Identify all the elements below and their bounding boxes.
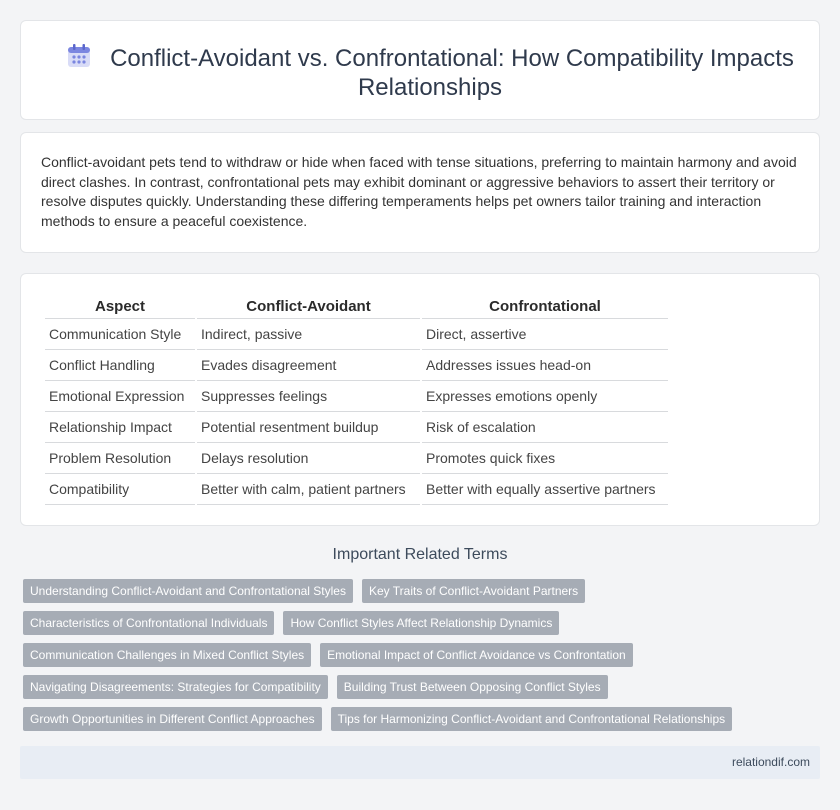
- aspect-cell: Emotional Expression: [45, 381, 195, 412]
- confrontational-cell: Better with equally assertive partners: [422, 474, 668, 505]
- aspect-cell: Communication Style: [45, 319, 195, 350]
- related-terms-heading: Important Related Terms: [332, 546, 508, 563]
- confrontational-cell: Promotes quick fixes: [422, 443, 668, 474]
- aspect-cell: Conflict Handling: [45, 350, 195, 381]
- table-row: [45, 319, 668, 350]
- intro-paragraph: Conflict-avoidant pets tend to withdraw or hide when faced with tense situations, preferring to maintain harmony and avoid direct clashes. In contrast, confrontational pets may exhibit dominant or aggressive behaviors to assert their territory or resolve disputes quickly. Understanding these differing temperaments helps pet owners tailor training and interaction methods to ensure a peaceful coexistence.: [41, 154, 797, 229]
- footer-site-link[interactable]: relationdif.com: [731, 755, 810, 769]
- table-header-row: [45, 294, 668, 319]
- confrontational-cell: Addresses issues head-on: [422, 350, 668, 381]
- header-confrontational: Confrontational: [422, 294, 668, 319]
- comparison-card: [20, 273, 820, 526]
- confrontational-cell: Expresses emotions openly: [422, 381, 668, 412]
- related-term-tag[interactable]: How Conflict Styles Affect Relationship Dynamics: [283, 611, 559, 635]
- conflict-avoidant-cell: Delays resolution: [197, 443, 420, 474]
- header-conflict-avoidant: Conflict-Avoidant: [197, 294, 420, 319]
- footer-bar: [20, 746, 820, 779]
- table-row: [45, 350, 668, 381]
- intro-card: [20, 132, 820, 253]
- conflict-avoidant-cell: Indirect, passive: [197, 319, 420, 350]
- aspect-cell: Compatibility: [45, 474, 195, 505]
- conflict-avoidant-cell: Evades disagreement: [197, 350, 420, 381]
- conflict-avoidant-cell: Better with calm, patient partners: [197, 474, 420, 505]
- title-card: [20, 20, 820, 120]
- related-term-tag[interactable]: Key Traits of Conflict-Avoidant Partners: [362, 579, 585, 603]
- table-row: [45, 381, 668, 412]
- confrontational-cell: Risk of escalation: [422, 412, 668, 443]
- table-row: [45, 412, 668, 443]
- table-row: [45, 474, 668, 505]
- table-row: [45, 443, 668, 474]
- page-title: [61, 43, 799, 102]
- header-aspect: Aspect: [45, 294, 195, 319]
- related-term-tag[interactable]: Growth Opportunities in Different Conflict Approaches: [23, 707, 322, 731]
- related-term-tag[interactable]: Building Trust Between Opposing Conflict Styles: [337, 675, 608, 699]
- aspect-cell: Relationship Impact: [45, 412, 195, 443]
- related-term-tag[interactable]: Understanding Conflict-Avoidant and Confrontational Styles: [23, 579, 353, 603]
- conflict-avoidant-cell: Suppresses feelings: [197, 381, 420, 412]
- conflict-avoidant-cell: Potential resentment buildup: [197, 412, 420, 443]
- related-term-tag[interactable]: Emotional Impact of Conflict Avoidance vs Confrontation: [320, 643, 633, 667]
- title-text: Conflict-Avoidant vs. Confrontational: How Compatibility Impacts Relationships: [110, 45, 794, 101]
- confrontational-cell: Direct, assertive: [422, 319, 668, 350]
- related-term-tag[interactable]: Navigating Disagreements: Strategies for Compatibility: [23, 675, 328, 699]
- calendar-icon: [66, 43, 92, 69]
- aspect-cell: Problem Resolution: [45, 443, 195, 474]
- related-terms-list: [23, 579, 813, 731]
- related-term-tag[interactable]: Tips for Harmonizing Conflict-Avoidant and Confrontational Relationships: [331, 707, 733, 731]
- related-term-tag[interactable]: Characteristics of Confrontational Individuals: [23, 611, 274, 635]
- related-term-tag[interactable]: Communication Challenges in Mixed Conflict Styles: [23, 643, 311, 667]
- comparison-table: [43, 294, 670, 505]
